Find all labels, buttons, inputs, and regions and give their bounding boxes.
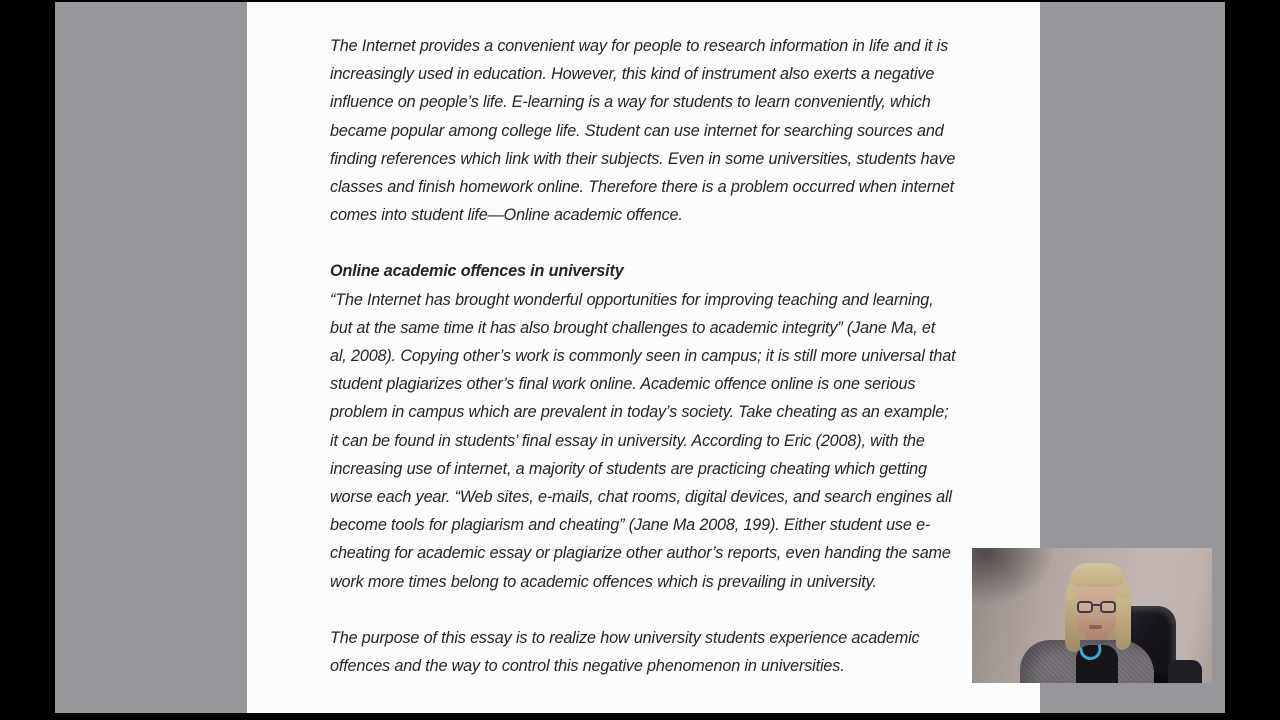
- text-line: problem in campus which are prevalent in today’s society. Take cheating as an example;: [330, 403, 949, 422]
- text-line: “The Internet has brought wonderful opportunities for improving teaching and learning,: [330, 290, 934, 309]
- paragraph-essay-purpose: [330, 624, 1030, 680]
- text-line: it can be found in students’ final essay in university. According to Eric (2008), with the: [330, 431, 925, 450]
- glasses-left-lens: [1077, 601, 1093, 613]
- text-line: increasing use of internet, a majority of students are practicing cheating which getting: [330, 459, 927, 478]
- text-line: The Internet provides a convenient way for people to research information in life and it is: [330, 37, 949, 55]
- text-line: offences and the way to control this negative phenomenon in universities.: [330, 657, 845, 676]
- text-line: but at the same time it has also brought challenges to academic integrity” (Jane Ma, et: [330, 318, 936, 337]
- glasses-right-lens: [1100, 601, 1116, 613]
- text-line: cheating for academic essay or plagiarize other author’s reports, even handing the same: [330, 544, 951, 563]
- text-line: become tools for plagiarism and cheating” (Jane Ma 2008, 199). Either student use e-: [330, 516, 931, 535]
- text-line: student plagiarizes other’s final work online. Academic offence online is one serious: [330, 375, 916, 394]
- text-line: The purpose of this essay is to realize how university students experience academic: [330, 628, 920, 647]
- text-line: comes into student life—Online academic offence.: [330, 206, 683, 225]
- text-line: finding references which link with their subjects. Even in some universities, students have: [330, 149, 956, 168]
- paragraph-introduction: [330, 32, 1030, 229]
- presenter-glasses: [1076, 601, 1117, 614]
- document-text: [330, 32, 1030, 680]
- text-line: increasingly used in education. However, this kind of instrument also exerts a negative: [330, 65, 935, 84]
- text-line: influence on people’s life. E-learning is a way for students to learn conveniently, which: [330, 93, 931, 112]
- glasses-bridge: [1093, 604, 1100, 606]
- section-heading: Online academic offences in university: [330, 262, 624, 281]
- text-line: work more times belong to academic offences which is prevailing in university.: [330, 572, 877, 591]
- text-line: al, 2008). Copying other’s work is commonly seen in campus; it is still more universal that: [330, 347, 956, 366]
- text-line: worse each year. “Web sites, e-mails, chat rooms, digital devices, and search engines all: [330, 488, 952, 507]
- presenter-hair-fringe: [1070, 563, 1124, 587]
- paragraph-online-offences: [330, 286, 1030, 596]
- text-line: classes and finish homework online. Therefore there is a problem occurred when internet: [330, 178, 954, 197]
- document-page: [247, 2, 1040, 713]
- text-line: became popular among college life. Student can use internet for searching sources and: [330, 121, 944, 140]
- presenter-hair-strand-right: [1116, 598, 1131, 650]
- presenter-webcam-overlay: [972, 548, 1212, 683]
- presenter-mouth: [1089, 625, 1102, 629]
- office-chair-armrest: [1168, 660, 1202, 683]
